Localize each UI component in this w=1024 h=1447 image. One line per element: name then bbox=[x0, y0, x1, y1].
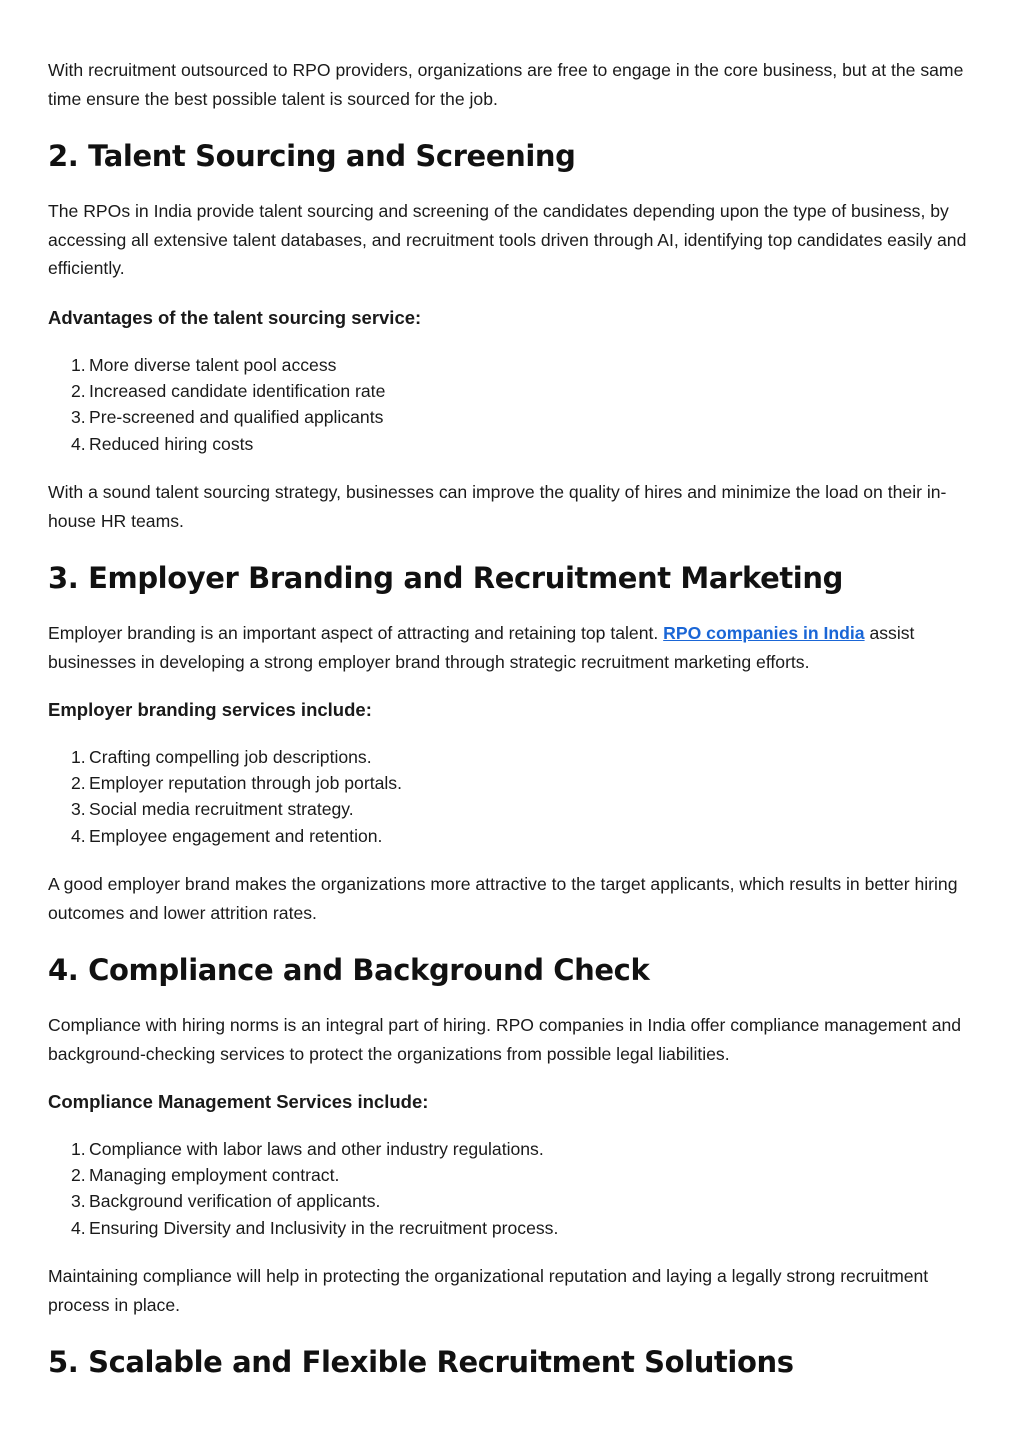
list-item-number: 1. bbox=[71, 747, 86, 767]
section-2-heading: 2. Talent Sourcing and Screening bbox=[48, 139, 576, 173]
list-item bbox=[48, 796, 402, 822]
section-4-heading: 4. Compliance and Background Check bbox=[48, 953, 650, 987]
section-4-list bbox=[48, 1136, 558, 1241]
section-3-heading: 3. Employer Branding and Recruitment Marketing bbox=[48, 561, 843, 595]
section-5-heading: 5. Scalable and Flexible Recruitment Solutions bbox=[48, 1345, 794, 1379]
list-item-number: 3. bbox=[71, 1191, 86, 1212]
list-item bbox=[48, 1215, 558, 1241]
section-3-closing: A good employer brand makes the organizations more attractive to the target applicants, which results in better hiring outcomes and lower attrition rates. bbox=[48, 874, 958, 923]
list-item bbox=[48, 770, 402, 796]
list-item-number: 2. bbox=[71, 381, 86, 402]
list-item-text: Employee engagement and retention. bbox=[89, 825, 383, 846]
section-3-body-start: Employer branding is an important aspect of attracting and retaining top talent. bbox=[48, 623, 664, 643]
section-4-subheading: Compliance Management Services include: bbox=[48, 1091, 429, 1112]
list-item-text: Social media recruitment strategy. bbox=[89, 799, 354, 820]
section-2-list bbox=[48, 352, 385, 457]
list-item-number: 4. bbox=[71, 825, 86, 846]
list-item-number: 1. bbox=[71, 1139, 86, 1159]
list-item-number: 1. bbox=[71, 355, 86, 375]
list-item-number: 2. bbox=[71, 773, 86, 794]
list-item-number: 4. bbox=[71, 433, 86, 454]
list-item-number: 4. bbox=[71, 1217, 86, 1238]
list-item-number: 3. bbox=[71, 407, 86, 428]
list-item bbox=[48, 1136, 558, 1162]
section-2-closing: With a sound talent sourcing strategy, businesses can improve the quality of hires and minimize the load on their in-house HR teams. bbox=[48, 482, 947, 531]
list-item-text: Managing employment contract. bbox=[89, 1165, 340, 1186]
list-item bbox=[48, 352, 385, 378]
intro-paragraph: With recruitment outsourced to RPO providers, organizations are free to engage in the core business, but at the same time ensure the best possible talent is sourced for the job. bbox=[48, 60, 964, 109]
section-2-body: The RPOs in India provide talent sourcing and screening of the candidates depending upon the type of business, by accessing all extensive talent databases, and recruitment tools driven through AI, identifying top candidates easily and efficiently. bbox=[48, 201, 967, 278]
list-item-text: Employer reputation through job portals. bbox=[89, 773, 402, 794]
list-item bbox=[48, 404, 385, 430]
list-item-number: 3. bbox=[71, 799, 86, 820]
list-item-text: More diverse talent pool access bbox=[89, 355, 337, 375]
list-item-text: Reduced hiring costs bbox=[89, 433, 254, 454]
list-item bbox=[48, 378, 385, 404]
list-item-text: Pre-screened and qualified applicants bbox=[89, 407, 384, 428]
list-item-number: 2. bbox=[71, 1165, 86, 1186]
list-item-text: Increased candidate identification rate bbox=[89, 381, 386, 402]
list-item-text: Compliance with labor laws and other industry regulations. bbox=[89, 1139, 544, 1159]
list-item bbox=[48, 1162, 558, 1188]
rpo-companies-link[interactable]: RPO companies in India bbox=[663, 623, 865, 643]
list-item bbox=[48, 431, 385, 457]
section-3-body bbox=[48, 619, 983, 676]
section-3-body-end: assist businesses in developing a strong employer brand through strategic recruitment marketing efforts. bbox=[48, 623, 915, 672]
list-item-text: Crafting compelling job descriptions. bbox=[89, 747, 372, 767]
section-3-list bbox=[48, 744, 402, 849]
section-3-subheading: Employer branding services include: bbox=[48, 699, 372, 720]
list-item bbox=[48, 823, 402, 849]
section-4-body: Compliance with hiring norms is an integral part of hiring. RPO companies in India offer compliance management and background-checking services to protect the organizations from possible legal liabilities. bbox=[48, 1015, 962, 1064]
section-2-subheading: Advantages of the talent sourcing service: bbox=[48, 307, 422, 328]
list-item bbox=[48, 1188, 558, 1214]
list-item bbox=[48, 744, 402, 770]
list-item-text: Background verification of applicants. bbox=[89, 1191, 381, 1212]
list-item-text: Ensuring Diversity and Inclusivity in the recruitment process. bbox=[89, 1217, 559, 1238]
section-4-closing: Maintaining compliance will help in protecting the organizational reputation and laying a legally strong recruitment process in place. bbox=[48, 1266, 929, 1315]
